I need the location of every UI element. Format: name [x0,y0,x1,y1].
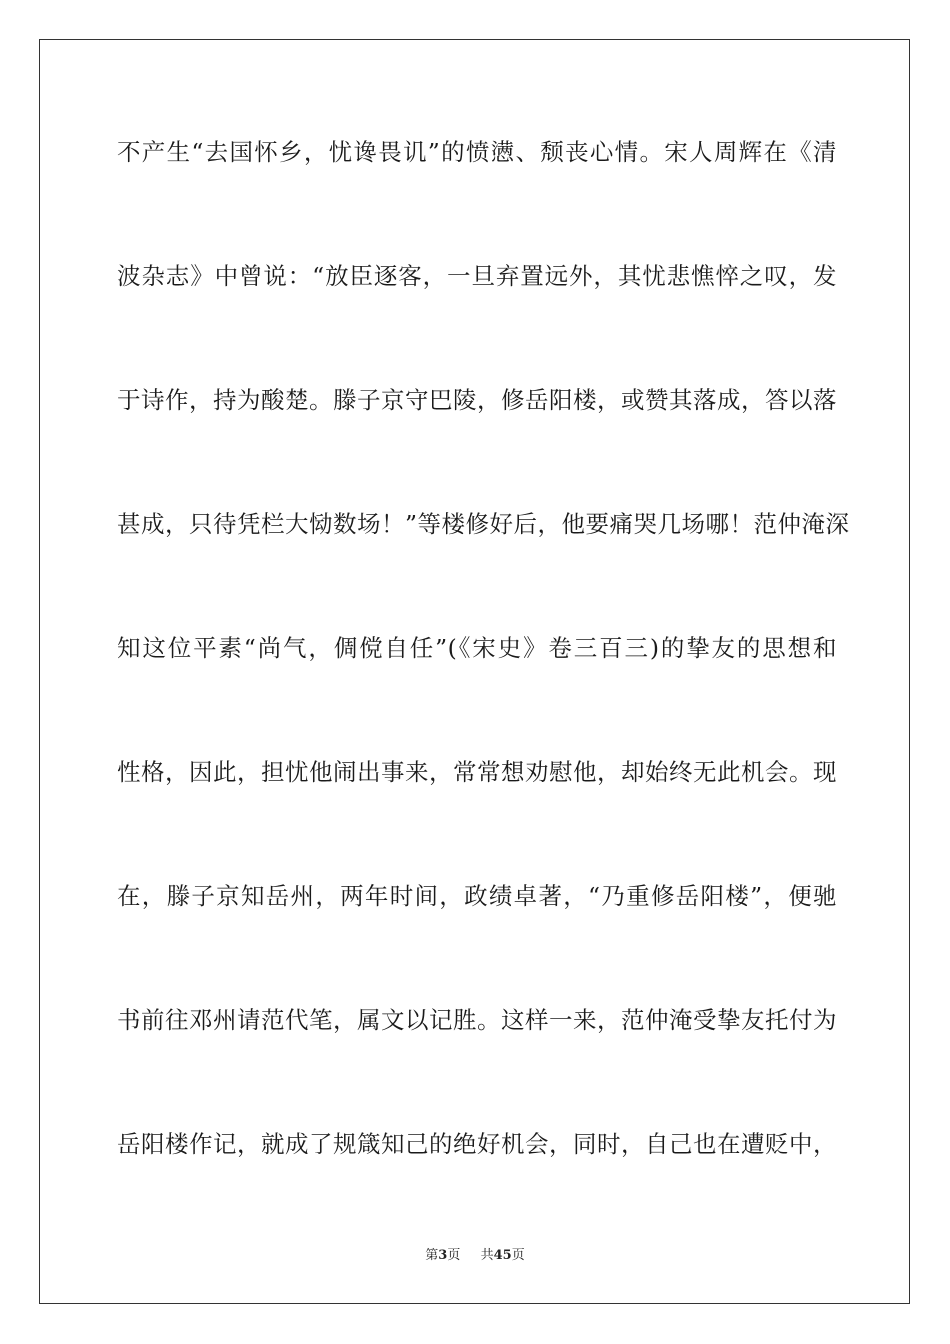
page-footer [0,1248,950,1264]
page-number: 3 [438,1248,448,1263]
body-text-line-2: 波杂志》中曾说：“放臣逐客，一旦弃置远外，其忧悲憔悴之叹，发 [117,262,837,290]
page-border [39,39,910,1304]
body-text-line-9: 岳阳楼作记，就成了规箴知己的绝好机会，同时，自己也在遭贬中， [117,1130,837,1158]
body-text-line-1: 不产生“去国怀乡，忧谗畏讥”的愤懑、颓丧心情。宋人周辉在《清 [117,138,837,166]
page-label-prefix: 第 [425,1248,439,1263]
body-text-line-6: 性格，因此，担忧他闹出事来，常常想劝慰他，却始终无此机会。现 [117,758,837,786]
body-text-line-4: 甚成，只待凭栏大恸数场！”等楼修好后，他要痛哭几场哪！范仲淹深 [117,510,850,538]
total-label-suffix: 页 [511,1248,525,1263]
page-total: 45 [493,1248,512,1263]
body-text-line-3: 于诗作，持为酸楚。滕子京守巴陵，修岳阳楼，或赞其落成，答以落 [117,386,837,414]
body-text-line-8: 书前往邓州请范代笔，属文以记胜。这样一来，范仲淹受挚友托付为 [117,1006,837,1034]
body-text-line-5: 知这位平素“尚气，倜傥自任”(《宋史》卷三百三)的挚友的思想和 [117,634,837,662]
page-label-suffix: 页 [447,1248,461,1263]
body-text-line-7: 在，滕子京知岳州，两年时间，政绩卓著，“乃重修岳阳楼”，便驰 [117,882,837,910]
total-label-prefix: 共 [480,1248,494,1263]
